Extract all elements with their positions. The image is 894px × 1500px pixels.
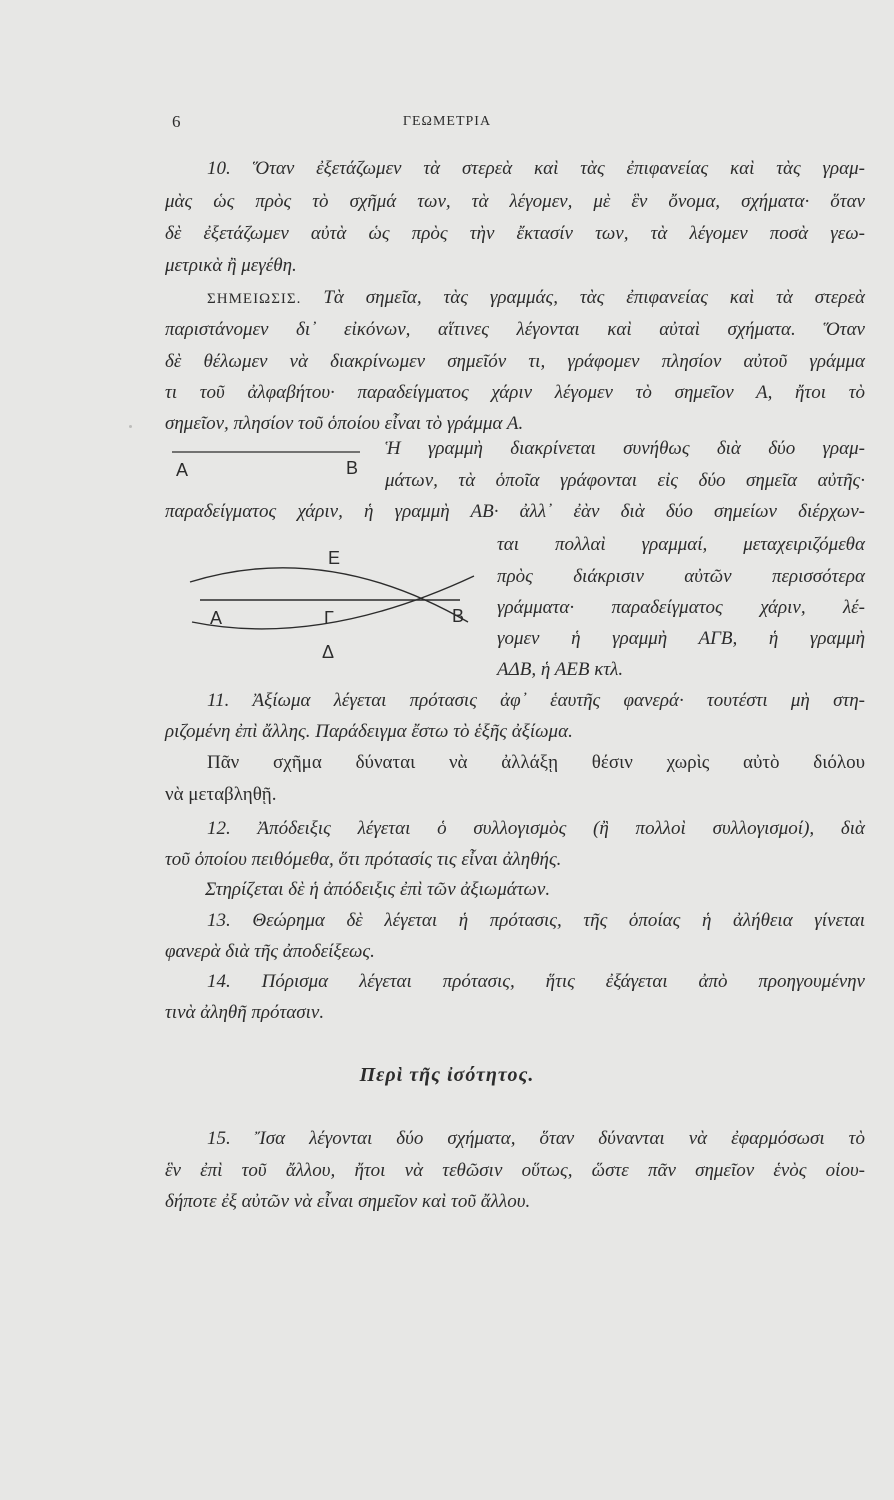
section-10-line-2: μὰς ὡς πρὸς τὸ σχῆμά των, τὰ λέγομεν, μὲ ἓν ὄνομα, σχήματα· ὅταν [165,191,865,212]
section-14-line-2: τινὰ ἀληθῆ πρότασιν. [165,1002,325,1023]
page-header [0,112,894,136]
notes-beside-fig1-line-2: μάτων, τὰ ὁποῖα γράφονται εἰς δύο σημεῖα αὐτῆς· [385,470,865,491]
notes-beside-fig2-line-4: γομεν ἡ γραμμὴ ΑΓΒ, ἡ γραμμὴ [497,628,865,649]
point-label-b: B [346,458,359,478]
section-10-line-1: 10. Ὅταν ἐξετάζωμεν τὰ στερεὰ καὶ τὰς ἐπιφανείας καὶ τὰς γραμ- [207,158,865,179]
section-11-line-2: ριζομένη ἐπὶ ἄλλης. Παράδειγμα ἔστω τὸ ἑξῆς ἀξίωμα. [165,721,573,742]
section-15-line-1: 15. Ἴσα λέγονται δύο σχήματα, ὅταν δύνανται νὰ ἐφαρμόσωσι τὸ [207,1128,865,1149]
point-label-d: Δ [322,642,335,662]
running-title: ΓΕΩΜΕΤΡΙΑ [402,114,492,129]
section-10-line-4: μετρικὰ ἢ μεγέθη. [165,255,297,276]
point-label-g: Γ [324,608,334,628]
notes-label: ΣΗΜΕΙΩΣΙΣ. [207,291,302,307]
point-label-a: A [176,460,189,480]
axiom-line-1: Πᾶν σχῆμα δύναται νὰ ἀλλάξῃ θέσιν χωρὶς αὐτὸ διόλου [207,752,865,773]
notes-line-1 [207,283,865,314]
notes-beside-fig2-line-3: γράμματα· παραδείγματος χάριν, λέ- [497,597,865,618]
figure-line-ab-svg [170,440,370,480]
section-10-line-3: δὲ ἐξετάζωμεν αὐτὰ ὡς πρὸς τὴν ἔκτασίν των, τὰ λέγομεν ποσὰ γεω- [165,223,865,244]
notes-line-4: τι τοῦ ἀλφαβήτου· παραδείγματος χάριν λέγομεν τὸ σημεῖον Α, ἤτοι τὸ [165,382,865,403]
figure-line-ab [170,440,370,480]
notes-line-3: δὲ θέλωμεν νὰ διακρίνωμεν σημεῖόν τι, γράφομεν πλησίον αὐτοῦ γράμμα [165,351,865,372]
point-label-a2: A [210,608,223,628]
point-label-e: E [328,548,341,568]
section-15-line-2: ἓν ἐπὶ τοῦ ἄλλου, ἤτοι νὰ τεθῶσιν οὕτως, ὥστε πᾶν σημεῖον ἑνὸς οἱου- [165,1160,865,1181]
notes-beside-fig2-line-5: ΑΔΒ, ἡ ΑΕΒ κτλ. [497,659,624,680]
notes-full-line: παραδείγματος χάριν, ἡ γραμμὴ ΑΒ· ἀλλ᾽ ἐὰν διὰ δύο σημείων διέρχων- [165,501,865,522]
figure-curves-svg [170,540,490,670]
section-13-line-2: φανερὰ διὰ τῆς ἀποδείξεως. [165,941,375,962]
paper-speck [129,425,132,428]
section-12-line-1: 12. Ἀπόδειξις λέγεται ὁ συλλογισμὸς (ἢ πολλοὶ συλλογισμοί), διὰ [207,818,865,839]
notes-line-5: σημεῖον, πλησίον τοῦ ὁποίου εἶναι τὸ γράμμα Α. [165,413,524,434]
axiom-line-2: νὰ μεταβληθῇ. [165,784,277,805]
notes-line-1-text: Τὰ σημεῖα, τὰς γραμμάς, τὰς ἐπιφανείας καὶ τὰ στερεὰ [323,287,865,308]
page-number: 6 [172,112,181,131]
section-11-line-1: 11. Ἀξίωμα λέγεται πρότασις ἀφ᾽ ἑαυτῆς φανερά· τουτέστι μὴ στη- [207,690,865,711]
section-heading: Περὶ τῆς ἰσότητος. [359,1064,535,1086]
figure-curves-agb [170,540,490,670]
section-12-line-2: τοῦ ὁποίου πειθόμεθα, ὅτι πρότασίς τις εἶναι ἀληθής. [165,849,562,870]
section-12-line-3: Στηρίζεται δὲ ἡ ἀπόδειξις ἐπὶ τῶν ἀξιωμάτων. [205,879,551,900]
notes-beside-fig2-line-2: πρὸς διάκρισιν αὐτῶν περισσότερα [497,566,865,587]
notes-line-2: παριστάνομεν δι᾽ εἰκόνων, αἵτινες λέγονται καὶ αὐταὶ σχήματα. Ὅταν [165,319,865,340]
notes-beside-fig1-line-1: Ἡ γραμμὴ διακρίνεται συνήθως διὰ δύο γραμ- [385,438,865,459]
section-15-line-3: δήποτε ἐξ αὐτῶν νὰ εἶναι σημεῖον καὶ τοῦ ἄλλου. [165,1191,531,1212]
section-13-line-1: 13. Θεώρημα δὲ λέγεται ἡ πρότασις, τῆς ὁποίας ἡ ἀλήθεια γίνεται [207,910,865,931]
point-label-b2: B [452,606,465,626]
section-14-line-1: 14. Πόρισμα λέγεται πρότασις, ἥτις ἐξάγεται ἀπὸ προηγουμένην [207,971,865,992]
notes-beside-fig2-line-1: ται πολλαὶ γραμμαί, μεταχειριζόμεθα [497,534,865,555]
